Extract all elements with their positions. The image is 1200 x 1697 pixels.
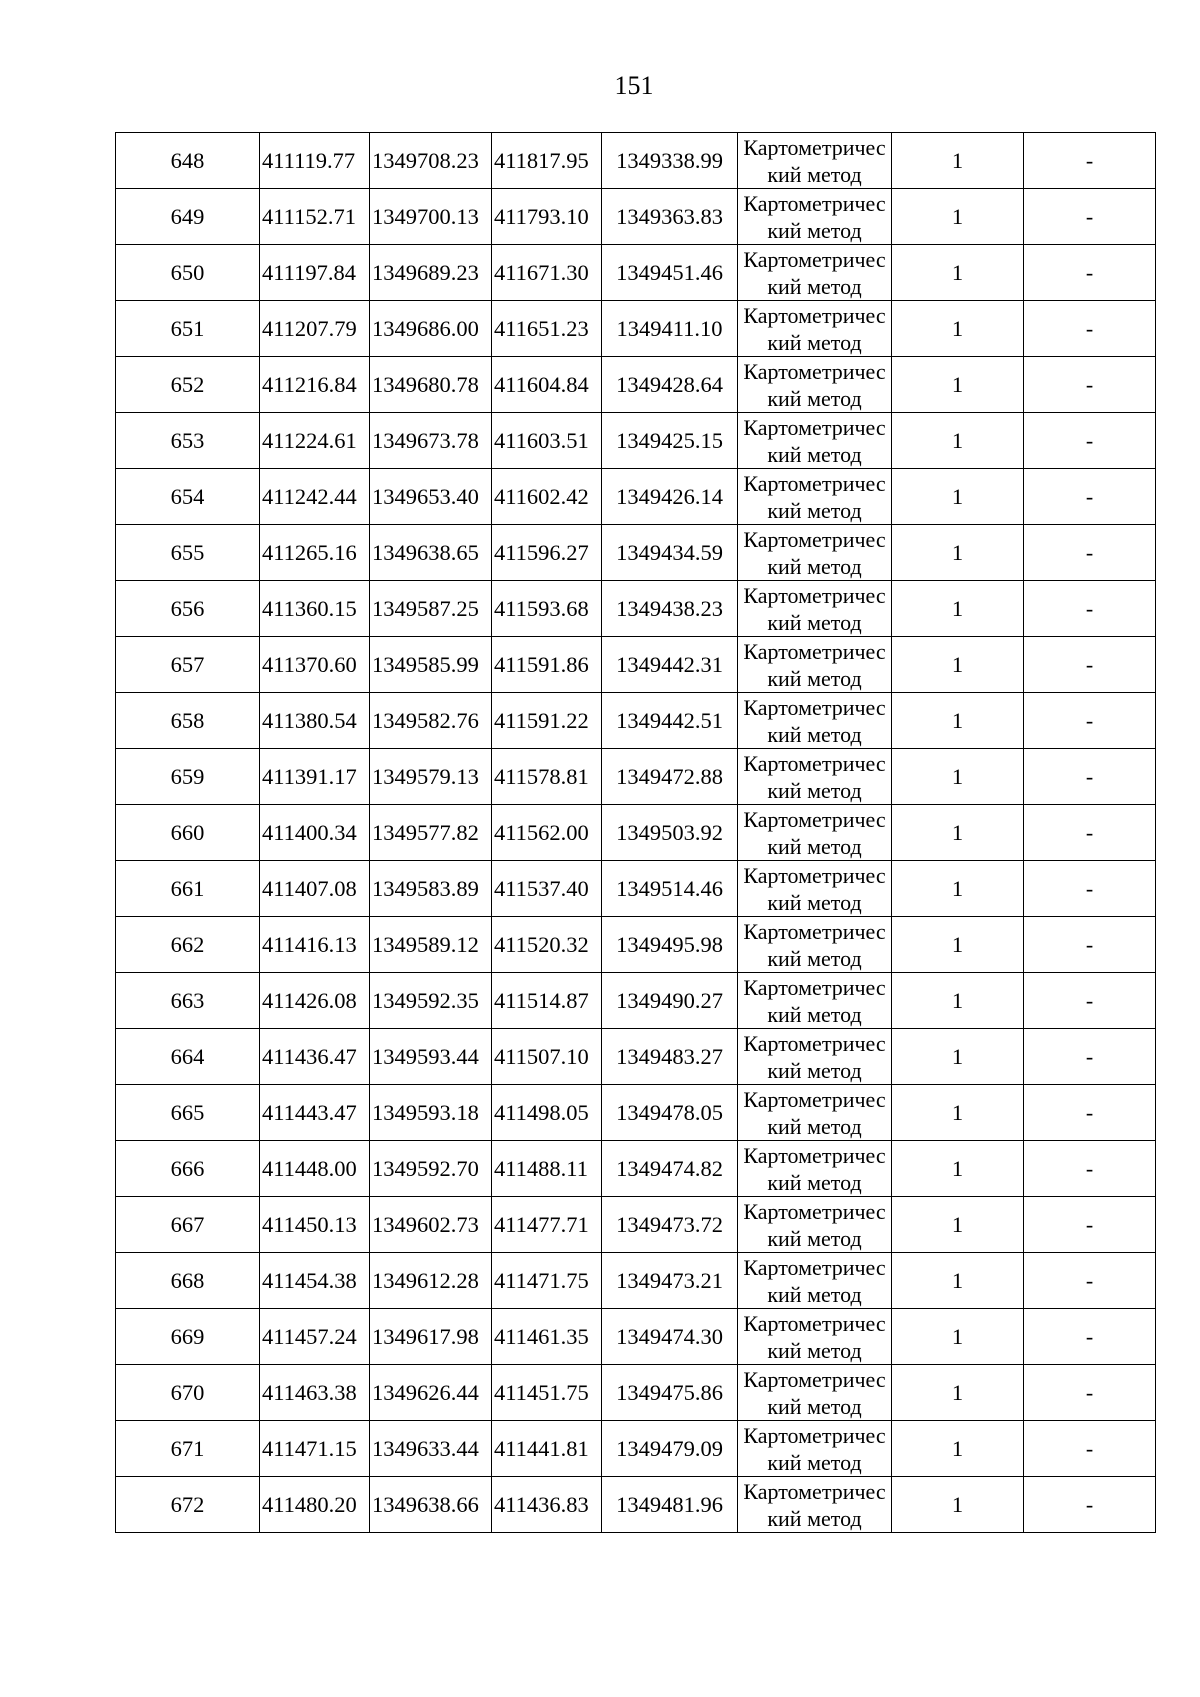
note-cell: - [1024,1085,1156,1141]
y2-cell: 1349363.83 [602,189,738,245]
note-cell: - [1024,1253,1156,1309]
accuracy-cell: 1 [892,805,1024,861]
x1-cell: 411197.84 [260,245,370,301]
note-cell: - [1024,805,1156,861]
point-number-cell: 671 [116,1421,260,1477]
table-row [116,1309,1156,1365]
point-number-cell: 649 [116,189,260,245]
x1-cell: 411391.17 [260,749,370,805]
x1-cell: 411360.15 [260,581,370,637]
x2-cell: 411471.75 [492,1253,602,1309]
y2-cell: 1349475.86 [602,1365,738,1421]
table-row [116,413,1156,469]
y2-cell: 1349479.09 [602,1421,738,1477]
point-number-cell: 654 [116,469,260,525]
accuracy-cell: 1 [892,693,1024,749]
x2-cell: 411477.71 [492,1197,602,1253]
method-cell: Картометрический метод [738,1253,892,1309]
table-row [116,805,1156,861]
table-row [116,469,1156,525]
x1-cell: 411380.54 [260,693,370,749]
x1-cell: 411224.61 [260,413,370,469]
y1-cell: 1349708.23 [370,133,492,189]
x1-cell: 411119.77 [260,133,370,189]
x1-cell: 411457.24 [260,1309,370,1365]
point-number-cell: 656 [116,581,260,637]
y1-cell: 1349589.12 [370,917,492,973]
x2-cell: 411591.22 [492,693,602,749]
point-number-cell: 658 [116,693,260,749]
point-number-cell: 648 [116,133,260,189]
y1-cell: 1349592.70 [370,1141,492,1197]
point-number-cell: 653 [116,413,260,469]
accuracy-cell: 1 [892,1197,1024,1253]
method-cell: Картометрический метод [738,1197,892,1253]
table-row [116,1421,1156,1477]
note-cell: - [1024,1029,1156,1085]
method-cell: Картометрический метод [738,301,892,357]
y2-cell: 1349474.82 [602,1141,738,1197]
y2-cell: 1349495.98 [602,917,738,973]
y2-cell: 1349474.30 [602,1309,738,1365]
y1-cell: 1349617.98 [370,1309,492,1365]
table-row [116,1477,1156,1533]
table-row [116,1141,1156,1197]
x1-cell: 411426.08 [260,973,370,1029]
accuracy-cell: 1 [892,917,1024,973]
y1-cell: 1349689.23 [370,245,492,301]
x1-cell: 411400.34 [260,805,370,861]
accuracy-cell: 1 [892,1253,1024,1309]
point-number-cell: 660 [116,805,260,861]
x1-cell: 411480.20 [260,1477,370,1533]
table-row [116,301,1156,357]
method-cell: Картометрический метод [738,973,892,1029]
x2-cell: 411562.00 [492,805,602,861]
method-cell: Картометрический метод [738,1365,892,1421]
method-cell: Картометрический метод [738,805,892,861]
point-number-cell: 655 [116,525,260,581]
accuracy-cell: 1 [892,861,1024,917]
note-cell: - [1024,1477,1156,1533]
table-row [116,693,1156,749]
x2-cell: 411514.87 [492,973,602,1029]
y2-cell: 1349428.64 [602,357,738,413]
x2-cell: 411578.81 [492,749,602,805]
x2-cell: 411596.27 [492,525,602,581]
y1-cell: 1349593.44 [370,1029,492,1085]
y2-cell: 1349451.46 [602,245,738,301]
x1-cell: 411265.16 [260,525,370,581]
note-cell: - [1024,525,1156,581]
table-row [116,917,1156,973]
note-cell: - [1024,581,1156,637]
point-number-cell: 661 [116,861,260,917]
method-cell: Картометрический метод [738,357,892,413]
x1-cell: 411436.47 [260,1029,370,1085]
note-cell: - [1024,1141,1156,1197]
y2-cell: 1349483.27 [602,1029,738,1085]
x2-cell: 411436.83 [492,1477,602,1533]
note-cell: - [1024,413,1156,469]
method-cell: Картометрический метод [738,917,892,973]
y1-cell: 1349638.66 [370,1477,492,1533]
y1-cell: 1349592.35 [370,973,492,1029]
x2-cell: 411651.23 [492,301,602,357]
y1-cell: 1349587.25 [370,581,492,637]
point-number-cell: 659 [116,749,260,805]
point-number-cell: 662 [116,917,260,973]
accuracy-cell: 1 [892,1029,1024,1085]
y1-cell: 1349633.44 [370,1421,492,1477]
note-cell: - [1024,1197,1156,1253]
point-number-cell: 650 [116,245,260,301]
y1-cell: 1349626.44 [370,1365,492,1421]
point-number-cell: 669 [116,1309,260,1365]
accuracy-cell: 1 [892,525,1024,581]
y1-cell: 1349585.99 [370,637,492,693]
method-cell: Картометрический метод [738,469,892,525]
note-cell: - [1024,693,1156,749]
method-cell: Картометрический метод [738,861,892,917]
method-cell: Картометрический метод [738,189,892,245]
table-row [116,1253,1156,1309]
x2-cell: 411602.42 [492,469,602,525]
x1-cell: 411216.84 [260,357,370,413]
x1-cell: 411463.38 [260,1365,370,1421]
method-cell: Картометрический метод [738,133,892,189]
point-number-cell: 668 [116,1253,260,1309]
point-number-cell: 667 [116,1197,260,1253]
x1-cell: 411207.79 [260,301,370,357]
note-cell: - [1024,357,1156,413]
x1-cell: 411448.00 [260,1141,370,1197]
method-cell: Картометрический метод [738,1477,892,1533]
x1-cell: 411407.08 [260,861,370,917]
accuracy-cell: 1 [892,1477,1024,1533]
x2-cell: 411537.40 [492,861,602,917]
page-number: 151 [614,71,654,100]
point-number-cell: 664 [116,1029,260,1085]
accuracy-cell: 1 [892,357,1024,413]
y1-cell: 1349700.13 [370,189,492,245]
method-cell: Картометрический метод [738,1309,892,1365]
point-number-cell: 670 [116,1365,260,1421]
accuracy-cell: 1 [892,413,1024,469]
method-cell: Картометрический метод [738,693,892,749]
point-number-cell: 672 [116,1477,260,1533]
y2-cell: 1349490.27 [602,973,738,1029]
method-cell: Картометрический метод [738,245,892,301]
y2-cell: 1349442.31 [602,637,738,693]
y1-cell: 1349680.78 [370,357,492,413]
table-row [116,357,1156,413]
x2-cell: 411451.75 [492,1365,602,1421]
table-row [116,1365,1156,1421]
accuracy-cell: 1 [892,189,1024,245]
accuracy-cell: 1 [892,1141,1024,1197]
accuracy-cell: 1 [892,1365,1024,1421]
method-cell: Картометрический метод [738,1029,892,1085]
y2-cell: 1349481.96 [602,1477,738,1533]
method-cell: Картометрический метод [738,749,892,805]
y2-cell: 1349514.46 [602,861,738,917]
accuracy-cell: 1 [892,749,1024,805]
y2-cell: 1349434.59 [602,525,738,581]
table-row [116,749,1156,805]
y2-cell: 1349438.23 [602,581,738,637]
x1-cell: 411242.44 [260,469,370,525]
point-number-cell: 657 [116,637,260,693]
y1-cell: 1349593.18 [370,1085,492,1141]
x1-cell: 411450.13 [260,1197,370,1253]
y2-cell: 1349473.72 [602,1197,738,1253]
point-number-cell: 652 [116,357,260,413]
table-row [116,581,1156,637]
y1-cell: 1349577.82 [370,805,492,861]
y1-cell: 1349653.40 [370,469,492,525]
note-cell: - [1024,973,1156,1029]
y2-cell: 1349473.21 [602,1253,738,1309]
accuracy-cell: 1 [892,1309,1024,1365]
accuracy-cell: 1 [892,1421,1024,1477]
x1-cell: 411443.47 [260,1085,370,1141]
method-cell: Картометрический метод [738,525,892,581]
point-number-cell: 663 [116,973,260,1029]
table-row [116,861,1156,917]
table-row [116,525,1156,581]
y1-cell: 1349579.13 [370,749,492,805]
note-cell: - [1024,1309,1156,1365]
note-cell: - [1024,861,1156,917]
x1-cell: 411152.71 [260,189,370,245]
y1-cell: 1349602.73 [370,1197,492,1253]
coordinates-table [115,132,1156,1533]
y2-cell: 1349426.14 [602,469,738,525]
note-cell: - [1024,133,1156,189]
method-cell: Картометрический метод [738,637,892,693]
x2-cell: 411520.32 [492,917,602,973]
x1-cell: 411370.60 [260,637,370,693]
table-row [116,1029,1156,1085]
note-cell: - [1024,301,1156,357]
x2-cell: 411603.51 [492,413,602,469]
note-cell: - [1024,917,1156,973]
table-row [116,1197,1156,1253]
x2-cell: 411488.11 [492,1141,602,1197]
y1-cell: 1349686.00 [370,301,492,357]
table-row [116,189,1156,245]
point-number-cell: 665 [116,1085,260,1141]
x2-cell: 411604.84 [492,357,602,413]
table-row [116,245,1156,301]
x2-cell: 411593.68 [492,581,602,637]
accuracy-cell: 1 [892,301,1024,357]
accuracy-cell: 1 [892,973,1024,1029]
accuracy-cell: 1 [892,133,1024,189]
method-cell: Картометрический метод [738,581,892,637]
note-cell: - [1024,749,1156,805]
note-cell: - [1024,637,1156,693]
x1-cell: 411416.13 [260,917,370,973]
point-number-cell: 651 [116,301,260,357]
x2-cell: 411671.30 [492,245,602,301]
accuracy-cell: 1 [892,245,1024,301]
x1-cell: 411471.15 [260,1421,370,1477]
x2-cell: 411498.05 [492,1085,602,1141]
y1-cell: 1349638.65 [370,525,492,581]
x2-cell: 411591.86 [492,637,602,693]
y2-cell: 1349478.05 [602,1085,738,1141]
x1-cell: 411454.38 [260,1253,370,1309]
y2-cell: 1349425.15 [602,413,738,469]
x2-cell: 411793.10 [492,189,602,245]
method-cell: Картометрический метод [738,1085,892,1141]
y1-cell: 1349583.89 [370,861,492,917]
y2-cell: 1349503.92 [602,805,738,861]
note-cell: - [1024,1421,1156,1477]
accuracy-cell: 1 [892,469,1024,525]
note-cell: - [1024,469,1156,525]
x2-cell: 411507.10 [492,1029,602,1085]
y2-cell: 1349338.99 [602,133,738,189]
table-body [116,133,1156,1533]
y1-cell: 1349673.78 [370,413,492,469]
table-row [116,1085,1156,1141]
table-row [116,133,1156,189]
method-cell: Картометрический метод [738,1141,892,1197]
note-cell: - [1024,1365,1156,1421]
y1-cell: 1349582.76 [370,693,492,749]
note-cell: - [1024,189,1156,245]
y2-cell: 1349442.51 [602,693,738,749]
method-cell: Картометрический метод [738,1421,892,1477]
accuracy-cell: 1 [892,581,1024,637]
y1-cell: 1349612.28 [370,1253,492,1309]
table-row [116,637,1156,693]
note-cell: - [1024,245,1156,301]
point-number-cell: 666 [116,1141,260,1197]
x2-cell: 411817.95 [492,133,602,189]
x2-cell: 411441.81 [492,1421,602,1477]
table-row [116,973,1156,1029]
y2-cell: 1349472.88 [602,749,738,805]
accuracy-cell: 1 [892,637,1024,693]
x2-cell: 411461.35 [492,1309,602,1365]
y2-cell: 1349411.10 [602,301,738,357]
accuracy-cell: 1 [892,1085,1024,1141]
method-cell: Картометрический метод [738,413,892,469]
